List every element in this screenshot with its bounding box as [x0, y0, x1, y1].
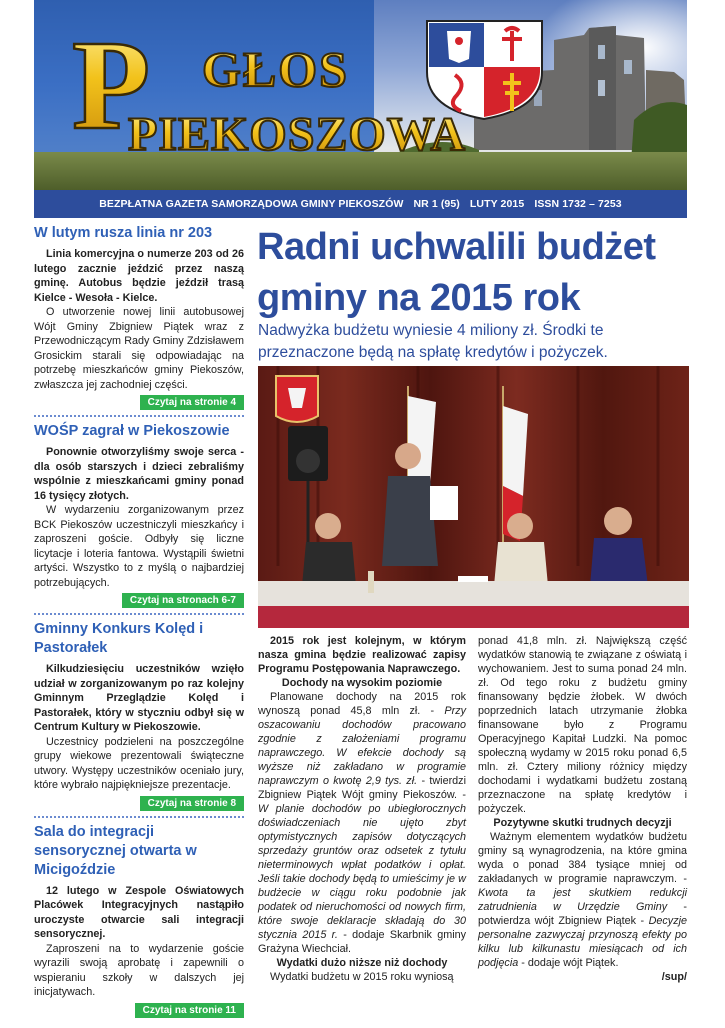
quote-text: Kwota ta jest skutkiem redukcji zatrudnienia w Urzędzie Gminy	[478, 887, 687, 913]
sidebar-article-lead: Linia komercyjna o numerze 203 od 26 lutego zacznie jeździć przez naszą gminę. Autobus będzie jeździł trasą Kielce - Wesoła - Kielce.	[34, 248, 244, 304]
sidebar-article	[34, 620, 244, 818]
quote-text: W planie dochodów po ubiegłorocznych doświadczeniach nie ujęto zbyt optymistycznych zapisów dotyczących sprzedaży gruntów oraz odsetek z tytułu nieterminowych wpłat podatków i opłat. Jeśli takie dochody będą to umieścimy je w budżecie w ciągu roku podobnie jak podatek od nieruchomości od nowych firm, które swoje deklaracje składają do 30 stycznia 2015 r.	[258, 803, 466, 941]
quote-text: Decyzje personalne zazwyczaj przynoszą efekty po kilku lub kilkunastu miesiącach od ich podjęcia	[478, 915, 687, 969]
issue-date: LUTY 2015	[469, 198, 525, 210]
article-text: - potwierdza wójt Zbigniew Piątek -	[478, 901, 687, 927]
main-subhead: Nadwyżka budżetu wyniesie 4 miliony zł. Środki te przeznaczone będą na spłatę kredytów i pożyczek.	[258, 322, 608, 361]
publication-info-bar	[34, 190, 687, 218]
author-signature: /sup/	[661, 971, 687, 983]
sidebar-article-body: Zaproszeni na to wydarzenie goście wyrazili swoją aprobatę i zapewnili o wspieraniu szkoły w dalszych jej inicjatywach.	[34, 942, 244, 998]
article-paragraph: ponad 41,8 mln. zł. Największą część wydatków stanowią te związane z oświatą i wychowaniem. Jest to suma ponad 24 mln. zł. Od tego roku z budżetu gminy finansowany będzie żłobek. W dwóch poprzednich latach utrzymanie żłobka finansowane było z Programu Operacyjnego Kapitał Ludzki. Na pomoc społeczną wydamy w 2015 roku ponad 6,5 mln. zł. Cztery miliony różnicy między dochodami i wydatkami budżetu zostaną przeznaczone na spłatę kredytów i pożyczek.	[478, 635, 687, 815]
sidebar-article-body: O utworzenie nowej linii autobusowej Wójt Gminy Zbigniew Piątek wraz z Przewodniczącym Rady Gminy Zdzisławem Grosickim starali się odpowiadając na potrzebę mieszkańców gminy Piekoszów, zwłaszcza jej zachodniej części.	[34, 306, 244, 391]
article-text: - twierdzi Zbigniew Piątek Wójt gminy Piekoszów. -	[258, 775, 466, 801]
sidebar-article-title: Gminny Konkurs Kolęd i Pastorałek	[34, 621, 204, 656]
sidebar-article	[34, 422, 244, 615]
read-more-link[interactable]: Czytaj na stronie 4	[140, 395, 244, 410]
coat-of-arms-icon	[417, 17, 552, 121]
article-paragraph	[258, 690, 466, 956]
quote-text: Przy oszacowaniu dochodów pracowano zgodnie z założeniami programu naprawczego. W efekcie dochody są wyższe niż zakładano w programie naprawczym o kwotę 2,9 tys. zł.	[258, 705, 466, 787]
article-text: - dodaje Skarbnik gminy Grażyna Wiechciał.	[258, 929, 467, 955]
sidebar-article-title: W lutym rusza linia nr 203	[34, 225, 213, 241]
title-word-glos: GŁOS	[202, 41, 349, 97]
sidebar-article	[34, 823, 244, 1023]
sidebar-article-body: Uczestnicy podzieleni na poszczególne grupy wiekowe prezentowali świąteczne utwory. Występy uczestników oceniało jury, które wybrało najpiękniejsze prezentacje.	[34, 735, 244, 791]
read-more-link[interactable]: Czytaj na stronach 6-7	[122, 593, 244, 608]
sidebar-article-lead: 12 lutego w Zespole Oświatowych Placówek Integracyjnych nastąpiło uroczyste otwarcie sali integracji sensorycznej.	[34, 884, 244, 940]
article-lead: 2015 rok jest kolejnym, w którym nasza gmina będzie realizować zapisy Programu Postępowania Naprawczego.	[258, 635, 466, 675]
read-more-link[interactable]: Czytaj na stronie 8	[140, 796, 244, 811]
sidebar-article-lead: Kilkudziesięciu uczestników wzięło udział w zorganizowanym po raz kolejny Gminnym Przeglądzie Kolęd i Pastorałek, który w styczniu odbył się w Centrum Kultury w Piekoszowie.	[34, 663, 244, 733]
issn: ISSN 1732 – 7253	[534, 198, 622, 210]
sidebar-article-title: WOŚP zagrał w Piekoszowie	[34, 423, 230, 439]
sidebar-article-body: W wydarzeniu zorganizowanym przez BCK Piekoszów uczestniczyli mieszkańcy i zaproszeni goście. Odbyły się liczne licytacje i loteria fantowa. Wystąpili świetni artyści. Wszystko to z myślą o najbardziej potrzebujących.	[34, 504, 244, 589]
news-sidebar	[34, 224, 244, 1028]
article-subheading: Dochody na wysokim poziomie	[281, 677, 443, 689]
sidebar-article-lead: Ponownie otworzyliśmy swoje serca - dla osób starszych i dzieci zebraliśmy wspólnie z mieszkańcami gminy ponad 16 tysięcy złotych.	[34, 446, 244, 502]
read-more-link[interactable]: Czytaj na stronie 11	[135, 1003, 244, 1018]
article-text: Ważnym elementem wydatków budżetu gminy są wynagrodzenia, na które gmina wyda o ponad 384 tysiące mniej od zakładanych w programie naprawczym. -	[478, 831, 687, 885]
masthead	[34, 0, 687, 190]
publication-name: BEZPŁATNA GAZETA SAMORZĄDOWA GMINY PIEKOSZÓW	[99, 198, 404, 210]
article-paragraph: Wydatki budżetu w 2015 roku wyniosą	[270, 971, 454, 983]
article-column-2	[478, 634, 687, 984]
article-subheading: Wydatki dużo niższe niż dochody	[276, 957, 448, 969]
article-text: - dodaje wójt Piątek.	[518, 957, 619, 969]
main-headline: Radni uchwalili budżet gminy na 2015 rok	[257, 226, 656, 319]
article-column-1	[258, 634, 466, 984]
title-initial: P	[72, 14, 151, 156]
sidebar-article-title: Sala do integracji sensorycznej otwarta w Micigoździe	[34, 823, 197, 878]
council-meeting-photo	[258, 366, 689, 628]
sidebar-article	[34, 224, 244, 417]
article-paragraph	[478, 830, 687, 970]
article-text: Planowane dochody na 2015 rok wynoszą ponad 45,8 mln zł. -	[258, 691, 466, 717]
issue-number: NR 1 (95)	[413, 198, 460, 210]
title-word-piekoszowa: PIEKOSZOWA	[128, 108, 467, 161]
article-subheading: Pozytywne skutki trudnych decyzji	[493, 817, 672, 829]
